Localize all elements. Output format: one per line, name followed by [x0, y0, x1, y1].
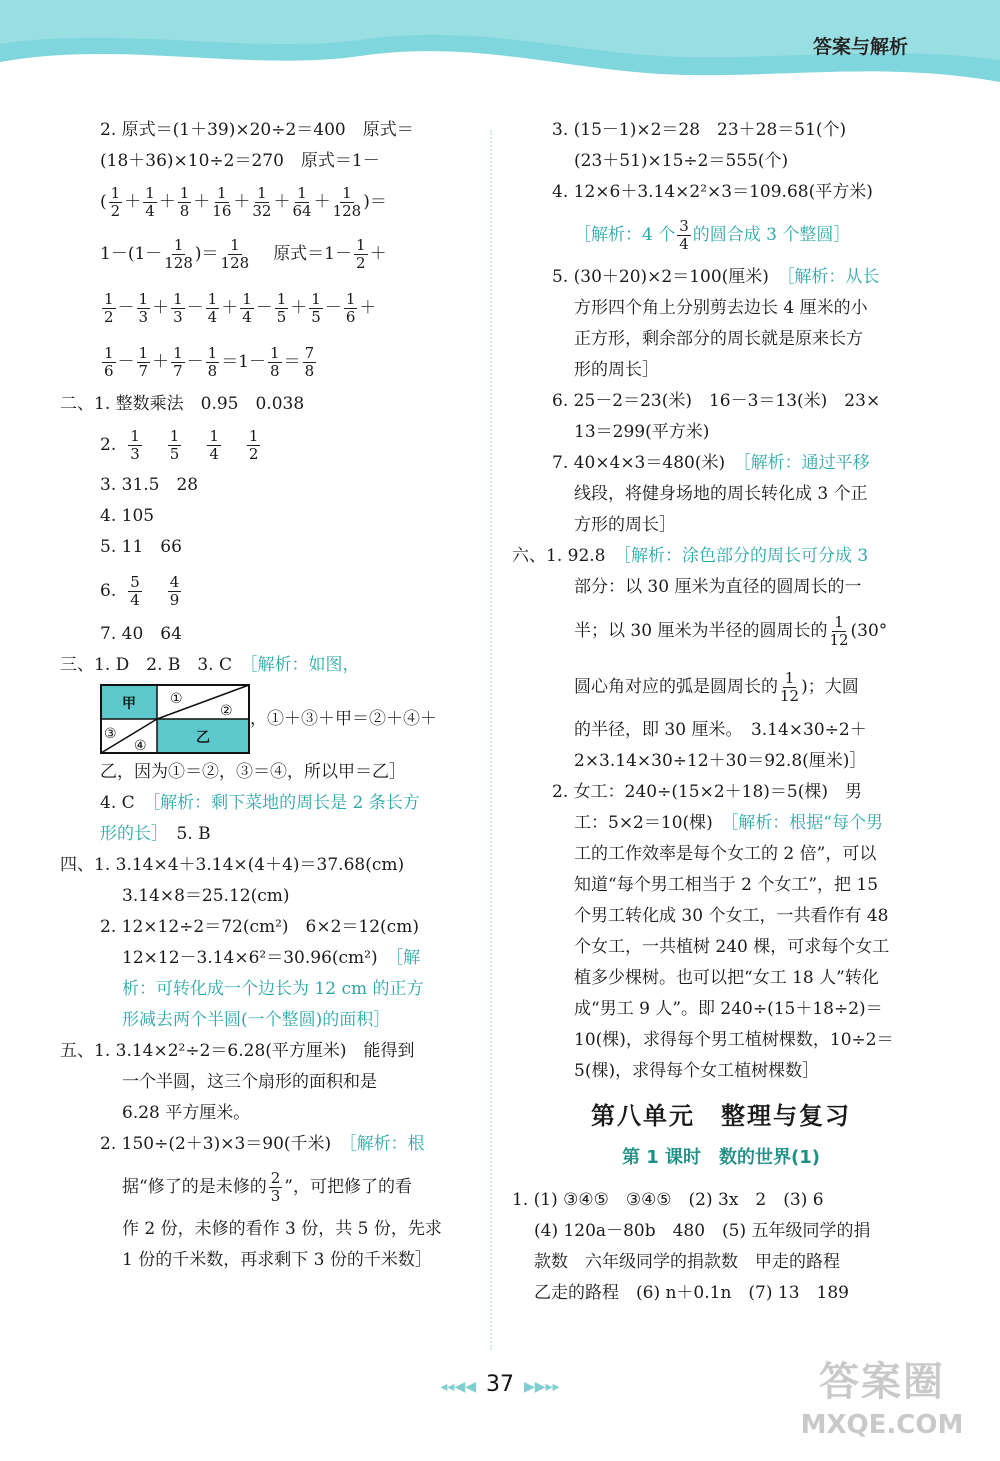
s6-line5: 的半径，即 30 厘米。 3.14×30÷2＋ [574, 720, 867, 740]
watermark-line2: MXQE.COM [800, 1410, 964, 1440]
s5-line1: 五、1. 3.14×2²÷2＝6.28(平方厘米) 能得到 [60, 1041, 415, 1061]
s2-q7: 7. 40 64 [100, 624, 182, 644]
r5-line4: 形的周长］ [574, 360, 659, 380]
r6-line2: 13＝299(平方米) [574, 422, 710, 442]
s6-line15: 10(棵)，求得每个男工植树棵数，10÷2＝ [574, 1030, 894, 1050]
r7-line1: 7. 40×4×3＝480(米) ［解析：通过平移 [552, 453, 870, 473]
s3-line4: 形的长］ 5. B [100, 824, 211, 844]
fraction: $\frac{1}{32}$ [252, 183, 272, 220]
s6-line14: 成“男工 9 人”。即 240÷(15＋18÷2)＝ [574, 999, 883, 1019]
s5-line6: 作 2 份，未修的看作 3 份，共 5 份，先求 [122, 1219, 442, 1239]
s6-line7: 2. 女工：240÷(15×2＋18)＝5(棵) 男 [552, 782, 862, 802]
header-title: 答案与解析 [812, 36, 908, 58]
watermark-logo [782, 1356, 982, 1456]
r5-line2: 方形四个角上分别剪去边长 4 厘米的小 [574, 298, 868, 318]
s6-line16: 5(棵)，求得每个女工植树棵数］ [574, 1061, 820, 1081]
r7-line2: 线段，将健身场地的周长转化成 3 个正 [574, 484, 868, 504]
s4-line6: 形减去两个半圆(一个整圆)的面积］ [122, 1010, 391, 1030]
cell-jia: 甲 [122, 696, 136, 712]
u1-line2: (4) 120a－80b 480 (5) 五年级同学的捐 [534, 1221, 871, 1241]
s2-q2: 2. $\frac{1}{3}$ $\frac{1}{5}$ $\frac{1}{4}$ $\frac{1}{2}$ [100, 426, 259, 463]
q2-frac-line1: ( $\frac{1}{2}$ ＋ $\frac{1}{4}$ ＋ $\frac{1}{8}$ ＋ $\frac{1}{16}$ ＋ $\frac{1}{32}$ ＋ $\frac{1}{64}$ ＋ $\frac{1}{128}$ )＝ [100, 183, 387, 220]
cell-2: ② [220, 703, 233, 719]
fraction: $\frac{1}{128}$ [220, 235, 250, 272]
q2-line1: 2. 原式＝(1＋39)×20÷2＝400 原式＝ [100, 120, 414, 140]
s6-line6: 2×3.14×30÷12＋30＝92.8(厘米)］ [574, 751, 867, 771]
lesson-title: 第 1 课时 数的世界(1) [621, 1147, 821, 1168]
fraction: $\frac{1}{128}$ [332, 183, 362, 220]
s3-figure-equation: ，①＋③＋甲＝②＋④＋ [250, 708, 437, 729]
s3-figure-row [60, 681, 475, 757]
s4-line1: 四、1. 3.14×4＋3.14×(4＋4)＝37.68(cm) [60, 855, 405, 875]
s6-line2: 部分：以 30 厘米为直径的圆周长的一 [574, 577, 862, 597]
fraction: $\frac{1}{2}$ [110, 183, 121, 220]
left-arrows-icon: ◂◂◀◀ [440, 1379, 476, 1395]
r5-line1: 5. (30＋20)×2＝100(厘米) ［解析：从长 [552, 267, 880, 287]
fraction: $\frac{1}{8}$ [179, 183, 190, 220]
s4-line3: 2. 12×12÷2＝72(cm²) 6×2＝12(cm) [100, 917, 419, 937]
cell-1: ① [170, 691, 183, 707]
u1-line4: 乙走的路程 (6) n＋0.1n (7) 13 189 [534, 1283, 849, 1303]
s6-line8: 工：5×2＝10(棵) ［解析：根据“每个男 [574, 813, 883, 833]
s4-line4: 12×12－3.14×6²＝30.96(cm²) ［解 [122, 948, 421, 968]
column-divider [490, 130, 492, 1350]
r3-line2: (23＋51)×15÷2＝555(个) [574, 151, 789, 171]
s3-line2: 乙，因为①＝②，③＝④，所以甲＝乙］ [100, 762, 406, 782]
s6-line3: 半；以 30 厘米为半径的圆周长的 $\frac{1}{12}$ (30° [574, 612, 888, 649]
u1-line1: 1. (1) ③④⑤ ③④⑤ (2) 3x 2 (3) 6 [512, 1190, 824, 1210]
s5-line5: 据“修了的是未修的 $\frac{2}{3}$ ”，可把修了的看 [122, 1168, 412, 1205]
r7-line3: 方形的周长］ [574, 515, 676, 535]
s6-line10: 知道“每个男工相当于 2 个女工”，把 15 [574, 875, 879, 895]
r5-line3: 正方形，剩余部分的周长就是原来长方 [574, 329, 863, 349]
s6-line13: 植多少棵树。也可以把“女工 18 人”转化 [574, 968, 879, 988]
fraction: $\frac{1}{64}$ [292, 183, 312, 220]
rectangle-diagram [100, 684, 250, 754]
s2-q6: 6. $\frac{5}{4}$ $\frac{4}{9}$ [100, 572, 180, 609]
s4-line5: 析：可转化成一个边长为 12 cm 的正方 [122, 979, 424, 999]
r4-analysis: ［解析：4 个 $\frac{3}{4}$ 的圆合成 3 个整圆］ [574, 216, 851, 253]
s3-line3: 4. C ［解析：剩下菜地的周长是 2 条长方 [100, 793, 420, 813]
s2-q4: 4. 105 [100, 506, 155, 526]
s5-line7: 1 份的千米数，再求剩下 3 份的千米数］ [122, 1250, 432, 1270]
r4-line: 4. 12×6＋3.14×2²×3＝109.68(平方米) [552, 182, 873, 202]
s6-line1: 六、1. 92.8 ［解析：涂色部分的周长可分成 3 [512, 546, 869, 566]
s4-line2: 3.14×8＝25.12(cm) [122, 886, 290, 906]
q2-frac-line3: $\frac{1}{2}$ － $\frac{1}{3}$ ＋ $\frac{1}{3}$ － $\frac{1}{4}$ ＋ $\frac{1}{4}$ － $\frac{1}{5}$ ＋ $\frac{1}{5}$ － $\frac{1}{6}$ ＋ [104, 289, 377, 326]
cell-4: ④ [134, 738, 147, 754]
q2-frac-line2: 1－(1－ $\frac{1}{128}$ )＝ $\frac{1}{128}$ 原式＝1－ $\frac{1}{2}$ ＋ [100, 235, 387, 272]
q2-frac-line4: $\frac{1}{6}$ － $\frac{1}{7}$ ＋ $\frac{1}{7}$ － $\frac{1}{8}$ ＝1－ $\frac{1}{8}$ ＝ $\frac{7}{8}$ [104, 343, 315, 380]
fraction: $\frac{1}{2}$ [356, 235, 366, 272]
s6-line11: 个男工转化成 30 个女工，一共看作有 48 [574, 906, 889, 926]
s2-q5: 5. 11 66 [100, 537, 182, 557]
page-header [0, 0, 1000, 110]
r3-line1: 3. (15－1)×2＝28 23＋28＝51(个) [552, 120, 847, 140]
cell-yi: 乙 [196, 730, 210, 746]
s6-line12: 个女工，一共植树 240 棵，可求每个女工 [574, 937, 890, 957]
fraction: $\frac{1}{16}$ [212, 183, 232, 220]
right-column [512, 115, 930, 1309]
s2-q1: 二、1. 整数乘法 0.95 0.038 [60, 394, 305, 414]
left-column [60, 115, 475, 1276]
fraction: $\frac{1}{128}$ [164, 235, 193, 272]
s5-line2: 一个半圆，这三个扇形的面积和是 [122, 1072, 377, 1092]
r6-line1: 6. 25－2＝23(米) 16－3＝13(米) 23× [552, 391, 881, 411]
fraction: $\frac{1}{4}$ [145, 183, 155, 220]
s3-line1: 三、1. D 2. B 3. C ［解析：如图， [60, 655, 360, 675]
s2-q3: 3. 31.5 28 [100, 475, 199, 495]
s6-line4: 圆心角对应的弧是圆周长的 $\frac{1}{12}$ )；大圆 [574, 668, 859, 705]
unit-title: 第八单元 整理与复习 [591, 1102, 851, 1130]
s5-line4: 2. 150÷(2＋3)×3＝90(千米) ［解析：根 [100, 1134, 425, 1154]
u1-line3: 款数 六年级同学的捐款数 甲走的路程 [534, 1252, 840, 1272]
s5-line3: 6.28 平方厘米。 [122, 1103, 251, 1123]
right-arrows-icon: ▶▶▸▸ [524, 1379, 560, 1395]
watermark-line1: 答案圈 [819, 1359, 945, 1405]
q2-line2: (18＋36)×10÷2＝270 原式＝1－ [100, 151, 380, 171]
s6-line9: 工的工作效率是每个女工的 2 倍”，可以 [574, 844, 877, 864]
cell-3: ③ [104, 726, 117, 742]
page-number: ◂◂◀◀ 37 ▶▶▸▸ [440, 1372, 560, 1397]
